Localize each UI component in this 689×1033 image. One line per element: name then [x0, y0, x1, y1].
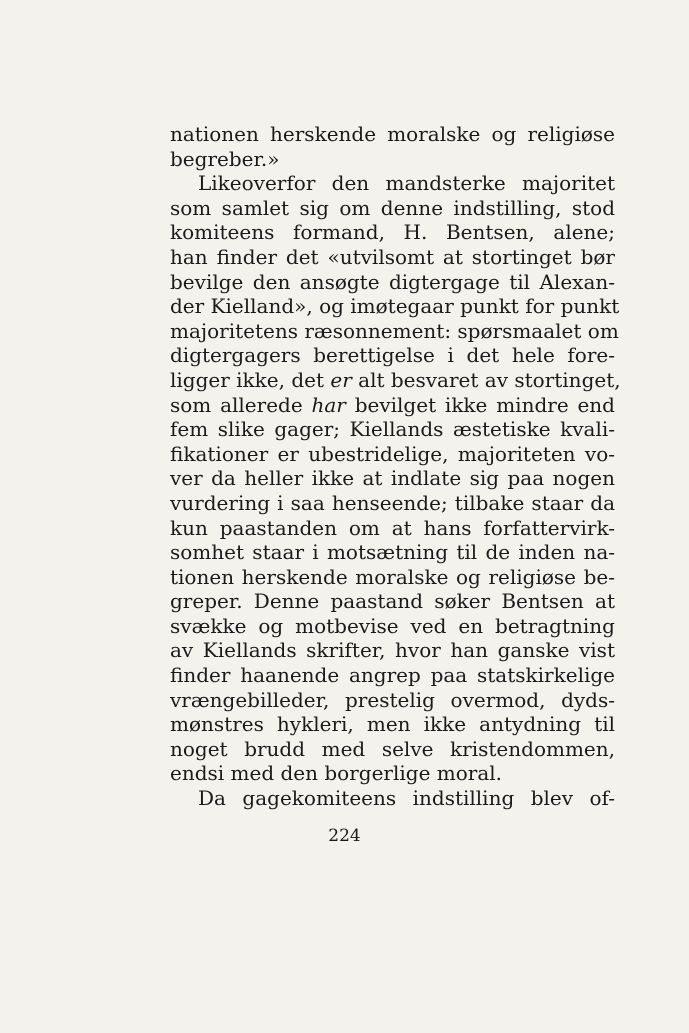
text-line: komiteens formand, H. Bentsen, alene;: [170, 220, 615, 245]
text-segment: bevilget ikke mindre end: [345, 392, 615, 417]
text-line: begreber.»: [170, 146, 280, 171]
text-line: fem slike gager; Kiellands æstetiske kvali-: [170, 417, 615, 442]
text-line: mønstres hykleri, men ikke antydning til: [170, 712, 615, 737]
text-segment: alt besvaret av stortinget,: [351, 367, 621, 392]
text-line: endsi med den borgerlige moral.: [170, 761, 503, 786]
text-line: der Kielland», og imøtegaar punkt for punkt: [170, 294, 620, 319]
text-line: digtergagers berettigelse i det hele fore-: [170, 343, 615, 368]
text-line: vurdering i saa henseende; tilbake staar da: [170, 490, 615, 515]
text-line: svække og motbevise ved en betragtning: [170, 613, 615, 638]
text-line: ver da heller ikke at indlate sig paa nogen: [170, 466, 615, 491]
text-line: tionen herskende moralske og religiøse be-: [170, 564, 615, 589]
body-text: [170, 122, 621, 811]
text-line: somhet staar i motsætning til de inden na-: [170, 540, 615, 565]
page-number: 224: [328, 826, 361, 846]
emphasis-har: har: [311, 392, 346, 417]
text-line: noget brudd med selve kristendommen,: [170, 736, 615, 761]
text-line: vrængebilleder, prestelig overmod, dyds-: [170, 687, 615, 712]
text-line: finder haanende angrep paa statskirkelige: [170, 663, 615, 688]
emphasis-er: er: [330, 367, 352, 392]
text-line: greper. Denne paastand søker Bentsen at: [170, 589, 615, 614]
text-line: fikationer er ubestridelige, majoriteten vo-: [170, 441, 615, 466]
text-line: Likeoverfor den mandsterke majoritet: [198, 171, 615, 196]
text-segment: ligger ikke, det: [170, 367, 331, 392]
text-line: majoritetens ræsonnement: spørsmaalet om: [170, 318, 619, 343]
text-segment: som allerede: [170, 392, 312, 417]
text-line: bevilge den ansøgte digtergage til Alexan-: [170, 269, 615, 294]
text-line: som samlet sig om denne indstilling, stod: [170, 195, 615, 220]
text-line: nationen herskende moralske og religiøse: [170, 122, 615, 146]
text-line: [170, 393, 615, 418]
text-line: [170, 367, 621, 393]
text-line: kun paastanden om at hans forfattervirk-: [170, 515, 615, 540]
text-line: av Kiellands skrifter, hvor han ganske vist: [170, 638, 615, 663]
text-line: han finder det «utvilsomt at stortinget bør: [170, 244, 615, 269]
text-line: Da gagekomiteens indstilling blev of-: [198, 786, 615, 811]
